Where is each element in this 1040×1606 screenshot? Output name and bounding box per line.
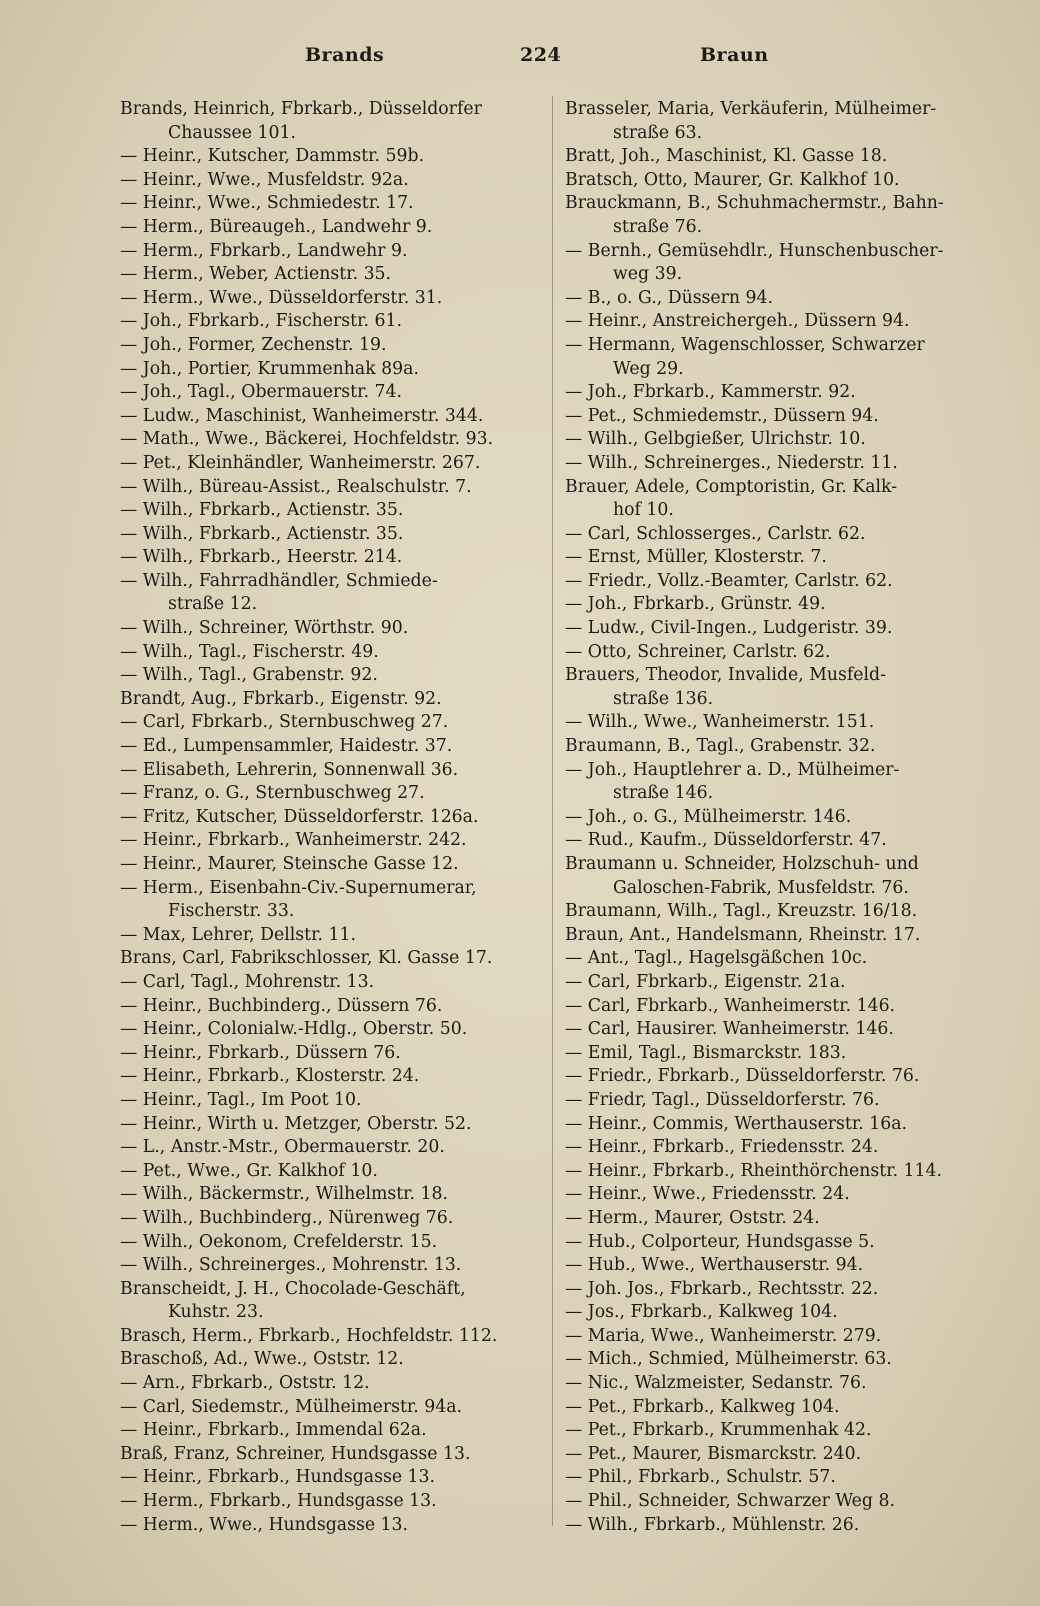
directory-entry-line: Branscheidt, J. H., Chocolade-Geschäft, xyxy=(120,1278,466,1299)
directory-entry-line: Braumann u. Schneider, Holzschuh- und xyxy=(565,854,919,874)
directory-entry-line: — Nic., Walzmeister, Sedanstr. 76. xyxy=(565,1373,867,1394)
directory-entry-line: Brasch, Herm., Fbrkarb., Hochfeldstr. 112. xyxy=(120,1325,498,1346)
header-right-keyword: Braun xyxy=(700,44,769,66)
directory-entry-line: Braumann, B., Tagl., Grabenstr. 32. xyxy=(565,736,876,757)
directory-entry-line: — Fritz, Kutscher, Düsseldorferstr. 126a. xyxy=(120,806,479,827)
directory-entry-line: — Heinr., Fbrkarb., Klosterstr. 24. xyxy=(120,1066,420,1087)
directory-entry-line: Brauckmann, B., Schuhmachermstr., Bahn- xyxy=(565,193,944,214)
directory-entry-line: Brands, Heinrich, Fbrkarb., Düsseldorfer xyxy=(120,99,482,119)
directory-entry-line: — Carl, Hausirer. Wanheimerstr. 146. xyxy=(565,1019,894,1040)
directory-entry-line: — Wilh., Büreau-Assist., Realschulstr. 7. xyxy=(120,476,472,497)
directory-entry-line: — Wilh., Schreiner, Wörthstr. 90. xyxy=(120,618,409,639)
page-header xyxy=(0,44,1040,74)
directory-entry-line: — Arn., Fbrkarb., Oststr. 12. xyxy=(120,1373,370,1394)
directory-entry-line: — Wilh., Fbrkarb., Heerstr. 214. xyxy=(120,547,403,568)
directory-entry-line: — Joh., o. G., Mülheimerstr. 146. xyxy=(565,806,852,827)
directory-entry-line: — Wilh., Schreinerges., Mohrenstr. 13. xyxy=(120,1255,462,1276)
directory-entry-line: — Phil., Fbrkarb., Schulstr. 57. xyxy=(565,1467,836,1488)
directory-entry-line: — Carl, Fbrkarb., Wanheimerstr. 146. xyxy=(565,995,896,1016)
directory-entry-line: — Wilh., Tagl., Grabenstr. 92. xyxy=(120,665,378,686)
directory-entry-line: — Heinr., Tagl., Im Poot 10. xyxy=(120,1089,362,1110)
directory-entry-line: — Heinr., Fbrkarb., Hundsgasse 13. xyxy=(120,1467,436,1488)
column-divider xyxy=(552,96,553,1526)
directory-entry-line: — L., Anstr.-Mstr., Obermauerstr. 20. xyxy=(120,1137,445,1158)
directory-entry-line: — Herm., Fbrkarb., Hundsgasse 13. xyxy=(120,1491,437,1512)
left-column xyxy=(120,98,548,1537)
directory-entry-line: Fischerstr. 33. xyxy=(168,901,295,922)
directory-entry-line: — Heinr., Fbrkarb., Immendal 62a. xyxy=(120,1420,427,1441)
directory-entry-line: — Heinr., Kutscher, Dammstr. 59b. xyxy=(120,146,425,167)
directory-entry-line: straße 76. xyxy=(613,216,703,237)
directory-entry-line: — Herm., Eisenbahn-Civ.-Supernumerar, xyxy=(120,877,477,898)
directory-entry-line: Weg 29. xyxy=(613,358,684,379)
directory-entry-line: — Carl, Fbrkarb., Sternbuschweg 27. xyxy=(120,712,449,733)
directory-entry-line: — Math., Wwe., Bäckerei, Hochfeldstr. 93. xyxy=(120,429,494,450)
directory-entry-line: — Emil, Tagl., Bismarckstr. 183. xyxy=(565,1042,847,1063)
directory-entry-line: — Joh., Hauptlehrer a. D., Mülheimer- xyxy=(565,759,900,780)
directory-entry-line: Braschoß, Ad., Wwe., Oststr. 12. xyxy=(120,1349,404,1370)
directory-entry-line: Brandt, Aug., Fbrkarb., Eigenstr. 92. xyxy=(120,688,442,709)
directory-entry-line: — Heinr., Wwe., Schmiedestr. 17. xyxy=(120,193,414,214)
directory-entry-line: — Heinr., Wwe., Friedensstr. 24. xyxy=(565,1184,850,1205)
directory-entry-line: weg 39. xyxy=(613,264,683,285)
directory-entry-line: — B., o. G., Düssern 94. xyxy=(565,287,774,308)
directory-entry-line: — Joh., Former, Zechenstr. 19. xyxy=(120,334,387,355)
directory-entry-line: — Heinr., Buchbinderg., Düssern 76. xyxy=(120,995,443,1016)
directory-entry-line: — Joh. Jos., Fbrkarb., Rechtsstr. 22. xyxy=(565,1278,879,1299)
directory-entry-line: — Wilh., Gelbgießer, Ulrichstr. 10. xyxy=(565,429,866,450)
right-column xyxy=(565,98,1005,1537)
directory-entry-line: — Herm., Wwe., Düsseldorferstr. 31. xyxy=(120,287,443,308)
directory-entry-line: — Hub., Wwe., Werthauserstr. 94. xyxy=(565,1255,864,1276)
directory-entry-line: straße 136. xyxy=(613,688,714,709)
directory-entry-line: Braß, Franz, Schreiner, Hundsgasse 13. xyxy=(120,1443,471,1464)
directory-entry-line: — Herm., Büreaugeh., Landwehr 9. xyxy=(120,216,433,237)
directory-entry-line: — Heinr., Maurer, Steinsche Gasse 12. xyxy=(120,854,459,874)
directory-entry-line: — Mich., Schmied, Mülheimerstr. 63. xyxy=(565,1349,892,1370)
directory-entry-line: — Wilh., Oekonom, Crefelderstr. 15. xyxy=(120,1231,438,1252)
directory-entry-line: — Wilh., Schreinerges., Niederstr. 11. xyxy=(565,452,898,473)
directory-entry-line: — Phil., Schneider, Schwarzer Weg 8. xyxy=(565,1491,895,1512)
directory-entry-line: Brans, Carl, Fabrikschlosser, Kl. Gasse 17. xyxy=(120,948,493,969)
header-left-keyword: Brands xyxy=(305,44,385,66)
directory-entry-line: — Wilh., Buchbinderg., Nürenweg 76. xyxy=(120,1207,454,1228)
directory-entry-line: straße 63. xyxy=(613,122,703,143)
directory-entry-line: Braun, Ant., Handelsmann, Rheinstr. 17. xyxy=(565,924,921,945)
directory-entry-line: — Carl, Tagl., Mohrenstr. 13. xyxy=(120,971,375,992)
directory-entry-line: straße 12. xyxy=(168,594,258,615)
directory-entry-line: — Pet., Fbrkarb., Krummenhak 42. xyxy=(565,1420,872,1441)
directory-entry-line: — Pet., Maurer, Bismarckstr. 240. xyxy=(565,1443,862,1464)
directory-entry-line: — Friedr., Fbrkarb., Düsseldorferstr. 76. xyxy=(565,1066,920,1087)
directory-entry-line: — Elisabeth, Lehrerin, Sonnenwall 36. xyxy=(120,759,459,780)
directory-entry-line: Braumann, Wilh., Tagl., Kreuzstr. 16/18. xyxy=(565,901,918,922)
directory-entry-line: — Carl, Schlosserges., Carlstr. 62. xyxy=(565,523,866,544)
directory-entry-line: Brauers, Theodor, Invalide, Musfeld- xyxy=(565,665,886,686)
directory-entry-line: — Herm., Maurer, Oststr. 24. xyxy=(565,1207,820,1228)
directory-entry-line: — Wilh., Bäckermstr., Wilhelmstr. 18. xyxy=(120,1184,449,1205)
directory-entry-line: — Friedr., Vollz.-Beamter, Carlstr. 62. xyxy=(565,570,893,591)
directory-entry-line: — Wilh., Fbrkarb., Actienstr. 35. xyxy=(120,500,404,521)
directory-entry-line: — Joh., Fbrkarb., Grünstr. 49. xyxy=(565,594,826,615)
directory-entry-line: — Rud., Kaufm., Düsseldorferstr. 47. xyxy=(565,830,887,851)
directory-entry-line: — Wilh., Wwe., Wanheimerstr. 151. xyxy=(565,712,875,733)
directory-entry-line: — Ludw., Civil-Ingen., Ludgeristr. 39. xyxy=(565,618,893,639)
directory-entry-line: — Heinr., Wwe., Musfeldstr. 92a. xyxy=(120,169,409,190)
directory-entry-line: — Franz, o. G., Sternbuschweg 27. xyxy=(120,783,425,804)
directory-entry-line: — Heinr., Fbrkarb., Friedensstr. 24. xyxy=(565,1137,879,1158)
directory-entry-line: Bratsch, Otto, Maurer, Gr. Kalkhof 10. xyxy=(565,169,900,190)
directory-entry-line: — Pet., Wwe., Gr. Kalkhof 10. xyxy=(120,1160,378,1181)
directory-entry-line: — Wilh., Fbrkarb., Actienstr. 35. xyxy=(120,523,404,544)
directory-entry-line: — Heinr., Anstreichergeh., Düssern 94. xyxy=(565,311,910,332)
directory-entry-line: — Heinr., Colonialw.-Hdlg., Oberstr. 50. xyxy=(120,1019,468,1040)
directory-entry-line: — Joh., Fbrkarb., Fischerstr. 61. xyxy=(120,311,402,332)
directory-entry-line: — Herm., Fbrkarb., Landwehr 9. xyxy=(120,240,408,261)
directory-entry-line: — Joh., Portier, Krummenhak 89a. xyxy=(120,358,419,379)
directory-entry-line: — Wilh., Fbrkarb., Mühlenstr. 26. xyxy=(565,1514,860,1535)
directory-entry-line: Brauer, Adele, Comptoristin, Gr. Kalk- xyxy=(565,476,898,497)
directory-entry-line: — Jos., Fbrkarb., Kalkweg 104. xyxy=(565,1302,838,1323)
directory-entry-line: Chaussee 101. xyxy=(168,122,296,143)
directory-entry-line: — Friedr, Tagl., Düsseldorferstr. 76. xyxy=(565,1089,880,1110)
directory-entry-line: — Carl, Fbrkarb., Eigenstr. 21a. xyxy=(565,971,846,992)
directory-entry-line: — Pet., Schmiedemstr., Düssern 94. xyxy=(565,405,879,426)
directory-entry-line: — Wilh., Tagl., Fischerstr. 49. xyxy=(120,641,379,662)
directory-entry-line: — Ant., Tagl., Hagelsgäßchen 10c. xyxy=(565,948,868,969)
directory-entry-line: — Joh., Fbrkarb., Kammerstr. 92. xyxy=(565,382,856,403)
directory-entry-line: — Heinr., Fbrkarb., Rheinthörchenstr. 114. xyxy=(565,1160,943,1181)
directory-entry-line: — Joh., Tagl., Obermauerstr. 74. xyxy=(120,382,402,403)
directory-entry-line: hof 10. xyxy=(613,500,674,521)
directory-entry-line: — Ernst, Müller, Klosterstr. 7. xyxy=(565,547,827,568)
directory-entry-line: — Heinr., Fbrkarb., Wanheimerstr. 242. xyxy=(120,830,467,851)
directory-entry-line: Brasseler, Maria, Verkäuferin, Mülheimer- xyxy=(565,99,937,119)
directory-entry-line: Bratt, Joh., Maschinist, Kl. Gasse 18. xyxy=(565,146,888,167)
directory-entry-line: — Carl, Siedemstr., Mülheimerstr. 94a. xyxy=(120,1396,463,1417)
directory-entry-line: Kuhstr. 23. xyxy=(168,1302,264,1323)
directory-entry-line: straße 146. xyxy=(613,783,714,804)
directory-entry-line: — Heinr., Commis, Werthauserstr. 16a. xyxy=(565,1113,908,1134)
directory-entry-line: — Heinr., Fbrkarb., Düssern 76. xyxy=(120,1042,401,1063)
directory-entry-line: — Bernh., Gemüsehdlr., Hunschenbuscher- xyxy=(565,240,944,261)
directory-entry-line: — Pet., Kleinhändler, Wanheimerstr. 267. xyxy=(120,452,481,473)
directory-entry-line: — Hermann, Wagenschlosser, Schwarzer xyxy=(565,334,925,355)
directory-entry-line: — Max, Lehrer, Dellstr. 11. xyxy=(120,924,356,945)
directory-entry-line: Galoschen-Fabrik, Musfeldstr. 76. xyxy=(613,877,909,898)
directory-entry-line: — Wilh., Fahrradhändler, Schmiede- xyxy=(120,570,438,591)
directory-entry-line: — Hub., Colporteur, Hundsgasse 5. xyxy=(565,1231,875,1252)
directory-entry-line: — Maria, Wwe., Wanheimerstr. 279. xyxy=(565,1325,882,1346)
directory-entry-line: — Herm., Wwe., Hundsgasse 13. xyxy=(120,1514,409,1535)
directory-entry-line: — Pet., Fbrkarb., Kalkweg 104. xyxy=(565,1396,840,1417)
directory-entry-line: — Heinr., Wirth u. Metzger, Oberstr. 52. xyxy=(120,1113,472,1134)
directory-entry-line: — Ludw., Maschinist, Wanheimerstr. 344. xyxy=(120,405,484,426)
page-number: 224 xyxy=(520,44,562,66)
directory-entry-line: — Ed., Lumpensammler, Haidestr. 37. xyxy=(120,736,453,757)
directory-entry-line: — Herm., Weber, Actienstr. 35. xyxy=(120,264,392,285)
directory-entry-line: — Otto, Schreiner, Carlstr. 62. xyxy=(565,641,831,662)
